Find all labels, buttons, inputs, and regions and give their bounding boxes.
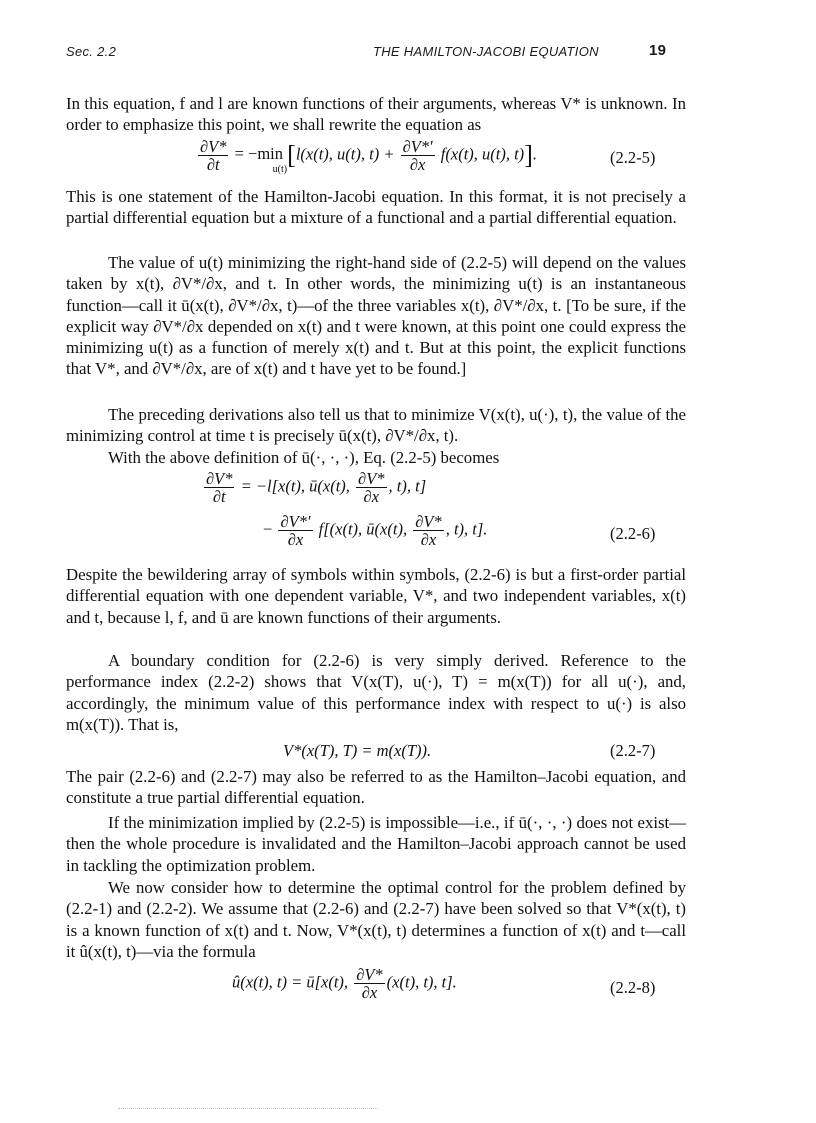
eq6-num-dVprime: ∂V*′ bbox=[280, 512, 311, 531]
paragraph-2: This is one statement of the Hamilton-Jacobi equation. In this format, it is not precisely a partial differential equation but a mixture of a functional and a partial differential equation. bbox=[66, 187, 686, 228]
eq6-num-dV: ∂V* bbox=[206, 469, 233, 488]
eq6-den-dt: ∂t bbox=[212, 487, 226, 506]
scan-artifact bbox=[118, 1108, 378, 1111]
eq6-line1-tail: , t), t] bbox=[388, 476, 427, 496]
page-number: 19 bbox=[649, 42, 667, 59]
eq6-label: (2.2-6) bbox=[610, 524, 656, 543]
eq8-label: (2.2-8) bbox=[610, 978, 656, 997]
eq5-min-subscript: u(t) bbox=[272, 164, 288, 176]
paragraph-7: A boundary condition for (2.2-6) is very simply derived. Reference to the performance index (2.2-2) shows that V(x(T), u(·), T) = m(x(T)) for all u(·), and, accordingly, the minimum value of this performance index with respect to u(·) is also m(x(T)). That is, bbox=[66, 651, 686, 734]
paragraph-10: We now consider how to determine the optimal control for the problem defined by (2.2-1) and (2.2-2). We assume that (2.2-6) and (2.2-7) have been solved so that V*(x(t), t) is a known function of x(t) and t. Now, V*(x(t), t) determines a function of x(t) and t—call it û(x(t), t)—via the formula bbox=[66, 878, 686, 961]
eq8-num-dV: ∂V* bbox=[356, 965, 383, 984]
eq6-line2-tail: , t), t]. bbox=[445, 519, 488, 539]
eq5-den-dt: ∂t bbox=[206, 155, 220, 174]
equation-2-2-6-line1 bbox=[202, 470, 426, 505]
eq7-label: (2.2-7) bbox=[610, 741, 656, 760]
paragraph-3: The value of u(t) minimizing the right-hand side of (2.2-5) will depend on the values taken by x(t), ∂V*/∂x, and t. In other words, the minimizing u(t) is an instantaneous function—call it ū(x(t), ∂V*/∂x, t)—of the three variables x(t), ∂V*/∂x, t. [To be sure, if the explicit way ∂V*/∂x depended on x(t) and t were known, at this point one could express the minimizing u(t) as a function of merely x(t) and t. But at this point, the explicit functions that V*, and ∂V*/∂x, are of x(t) and t have yet to be found.] bbox=[66, 253, 686, 379]
eq5-den-dx: ∂x bbox=[409, 155, 426, 174]
paragraph-8: The pair (2.2-6) and (2.2-7) may also be referred to as the Hamilton–Jacobi equation, and constitute a true partial differential equation. bbox=[66, 767, 686, 808]
eq5-num-dVprime: ∂V*′ bbox=[402, 137, 433, 156]
eq6-den-dx2: ∂x bbox=[287, 530, 304, 549]
eq6-line1: = −l[x(t), ū(x(t), bbox=[240, 476, 350, 496]
equation-2-2-5: $\frac{\partial V*}{\partial t}$ = −min u(t) [l(x(t), u(t), t) + $\frac{\partial V*'}{\partial x}$ f(x(t), u(t), t)]. bbox=[200, 137, 537, 176]
running-head-section: Sec. 2.2 bbox=[66, 44, 117, 59]
eq8-den-dx: ∂x bbox=[361, 983, 378, 1002]
eq5-body1: l(x(t), u(t), t) + bbox=[295, 144, 395, 164]
paragraph-5: With the above definition of ū(·, ·, ·), Eq. (2.2-5) becomes bbox=[108, 448, 500, 467]
eq5-num-dV: ∂V* bbox=[200, 137, 227, 156]
eq5-body2: f(x(t), u(t), t) bbox=[440, 144, 525, 164]
eq6-num-dV3: ∂V* bbox=[415, 512, 442, 531]
paragraph-4: The preceding derivations also tell us that to minimize V(x(t), u(·), t), the value of the minimizing control at time t is precisely ū(x(t), ∂V*/∂x, t). bbox=[66, 405, 686, 446]
eq6-minus: − bbox=[263, 519, 273, 539]
eq5-left-bracket: [ bbox=[287, 140, 296, 170]
running-head-title: THE HAMILTON-JACOBI EQUATION bbox=[373, 44, 599, 59]
equation-2-2-7: V*(x(T), T) = m(x(T)). bbox=[283, 741, 432, 760]
eq8-lhs: û(x(t), t) = ū[x(t), bbox=[232, 972, 349, 992]
eq5-right-bracket: ] bbox=[524, 140, 533, 170]
eq6-line2a: f[(x(t), ū(x(t), bbox=[318, 519, 408, 539]
eq6-den-dx3: ∂x bbox=[420, 530, 437, 549]
paragraph-1: In this equation, f and l are known functions of their arguments, whereas V* is unknown. In order to emphasize this point, we shall rewrite the equation as bbox=[66, 94, 686, 135]
eq5-min: = −min u(t) bbox=[234, 144, 288, 176]
equation-2-2-6-line2 bbox=[263, 513, 487, 548]
eq6-num-dV2: ∂V* bbox=[358, 469, 385, 488]
eq6-den-dx: ∂x bbox=[363, 487, 380, 506]
eq5-label: (2.2-5) bbox=[610, 148, 656, 167]
paragraph-6: Despite the bewildering array of symbols within symbols, (2.2-6) is but a first-order partial differential equation with one dependent variable, V*, and two independent variables, x(t) and t, because l, f, and ū are known functions of their arguments. bbox=[66, 565, 686, 627]
paragraph-9: If the minimization implied by (2.2-5) is impossible—i.e., if ū(·, ·, ·) does not exist—then the whole procedure is invalidated and the Hamilton–Jacobi approach cannot be used in tackling the optimization problem. bbox=[66, 813, 686, 875]
equation-2-2-8 bbox=[232, 966, 457, 1001]
eq8-tail: (x(t), t), t]. bbox=[386, 972, 457, 992]
